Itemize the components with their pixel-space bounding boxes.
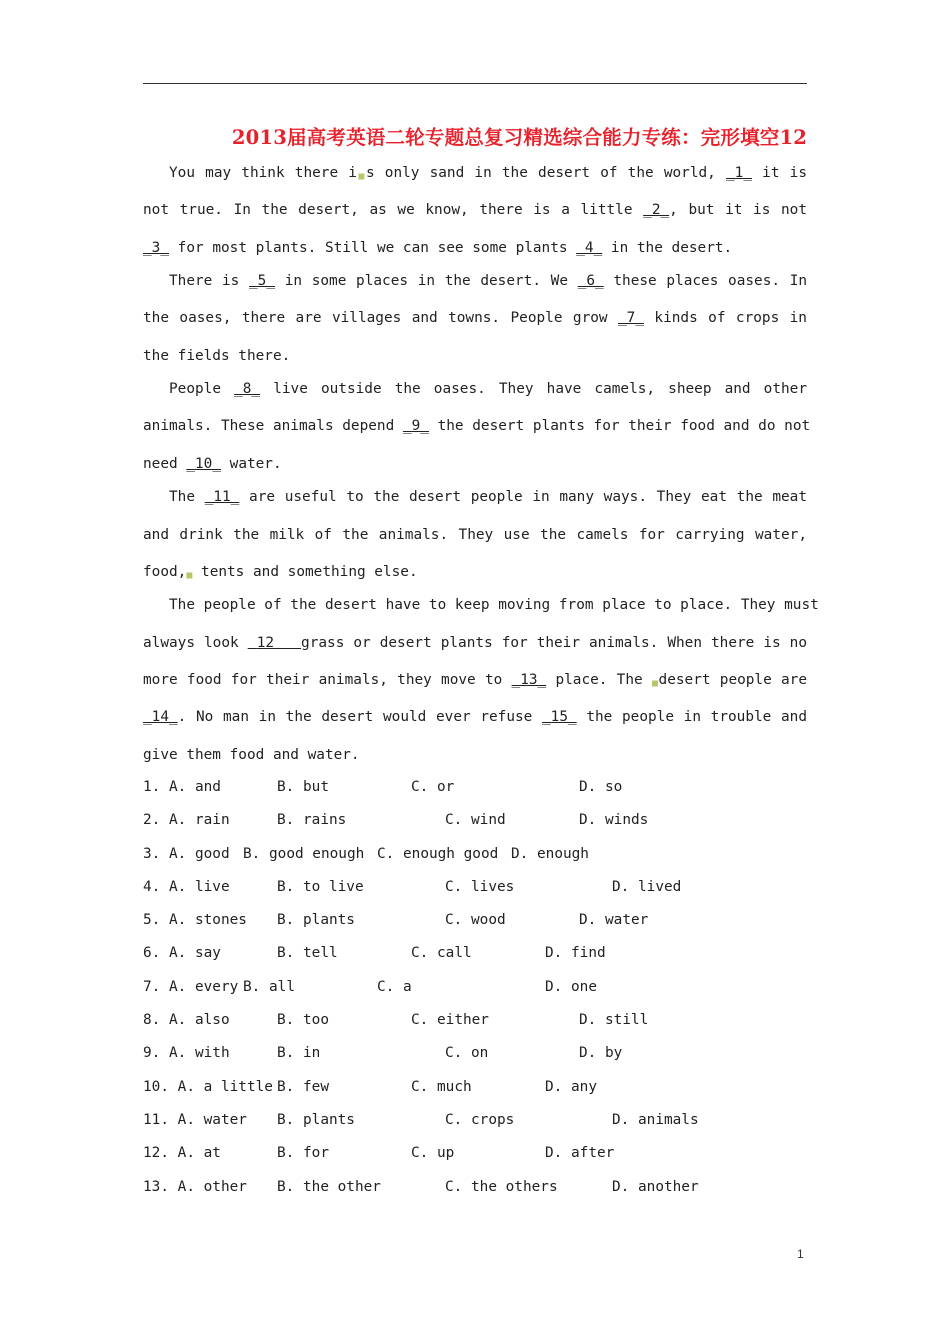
passage-line: You may think there i■s only sand in the desert of the world, _1_ it is — [169, 165, 807, 182]
passage-line: always look 12 grass or desert plants for their animals. When there is no — [143, 634, 807, 651]
passage-line: give them food and water. — [143, 746, 360, 763]
passage-line: People _8_ live outside the oases. They have camels, sheep and other — [169, 381, 807, 398]
blank-11: _11_ — [204, 489, 240, 506]
blank-10: _10_ — [186, 455, 221, 472]
option-row: 2. A. rain B. rains C. wind D. winds — [143, 812, 649, 829]
option-row: 9. A. with B. in C. on D. by — [143, 1045, 623, 1062]
passage-line: _14_. No man in the desert would ever refuse _15_ the people in trouble and — [143, 709, 807, 726]
page-number: 1 — [797, 1247, 804, 1261]
passage-line: The people of the desert have to keep moving from place to place. They must — [169, 597, 819, 614]
blank-1: _1_ — [726, 165, 752, 181]
option-row: 6. A. say B. tell C. call D. find — [143, 945, 606, 962]
passage-line: need _10_ water. — [143, 455, 282, 472]
blank-3: _3_ — [143, 239, 169, 256]
answer-options — [143, 772, 807, 1205]
blank-5: _5_ — [249, 273, 276, 290]
blank-13: _13_ — [511, 671, 547, 688]
passage-line: more food for their animals, they move to _13_ place. The ■desert people are — [143, 671, 807, 689]
blank-6: _6_ — [577, 273, 604, 290]
option-row: 4. A. live B. to live C. lives D. lived — [143, 878, 682, 895]
passage-line: The _11_ are useful to the desert people in many ways. They eat the meat — [169, 489, 808, 506]
option-row: 1. A. and B. but C. or D. so — [143, 779, 623, 795]
blank-4: _4_ — [576, 239, 603, 256]
blank-12: 12 — [256, 634, 275, 651]
passage — [143, 158, 819, 777]
page-title: 2013届高考英语二轮专题总复习精选综合能力专练：完形填空12 — [231, 126, 807, 149]
passage-line: the oases, there are villages and towns. People grow _7_ kinds of crops in — [143, 310, 807, 327]
header-rule — [143, 83, 807, 84]
option-row: 12. A. at B. for C. up D. after — [143, 1145, 615, 1162]
option-row: 3. A. good B. good enough C. enough good D. enough — [143, 845, 589, 862]
option-row: 5. A. stones B. plants C. wood D. water — [143, 912, 649, 929]
blank-7: _7_ — [618, 310, 644, 327]
passage-line: There is _5_ in some places in the desert. We _6_ these places oases. In — [169, 273, 808, 290]
passage-line: not true. In the desert, as we know, there is a little _2_, but it is not — [143, 202, 807, 219]
option-row: 11. A. water B. plants C. crops D. animals — [143, 1111, 699, 1128]
passage-line: animals. These animals depend _9_ the desert plants for their food and do not — [143, 418, 811, 435]
passage-line: the fields there. — [143, 347, 291, 364]
blank-9: _9_ — [402, 418, 429, 435]
option-row: 10. A. a little B. few C. much D. any — [143, 1078, 597, 1095]
passage-line: and drink the milk of the animals. They use the camels for carrying water, — [143, 526, 807, 543]
option-row: 8. A. also B. too C. either D. still — [143, 1012, 649, 1029]
blank-2: _2_ — [643, 202, 670, 219]
blank-14: _14_ — [143, 709, 178, 726]
option-row: 7. A. every B. all C. a D. one — [143, 978, 597, 995]
blank-8: _8_ — [234, 381, 261, 398]
blank-15: _15_ — [542, 709, 577, 726]
passage-line: _3_ for most plants. Still we can see some plants _4_ in the desert. — [143, 239, 733, 256]
passage-line: food,■ tents and something else. — [143, 563, 418, 581]
option-row: 13. A. other B. the other C. the others D. another — [143, 1178, 699, 1195]
